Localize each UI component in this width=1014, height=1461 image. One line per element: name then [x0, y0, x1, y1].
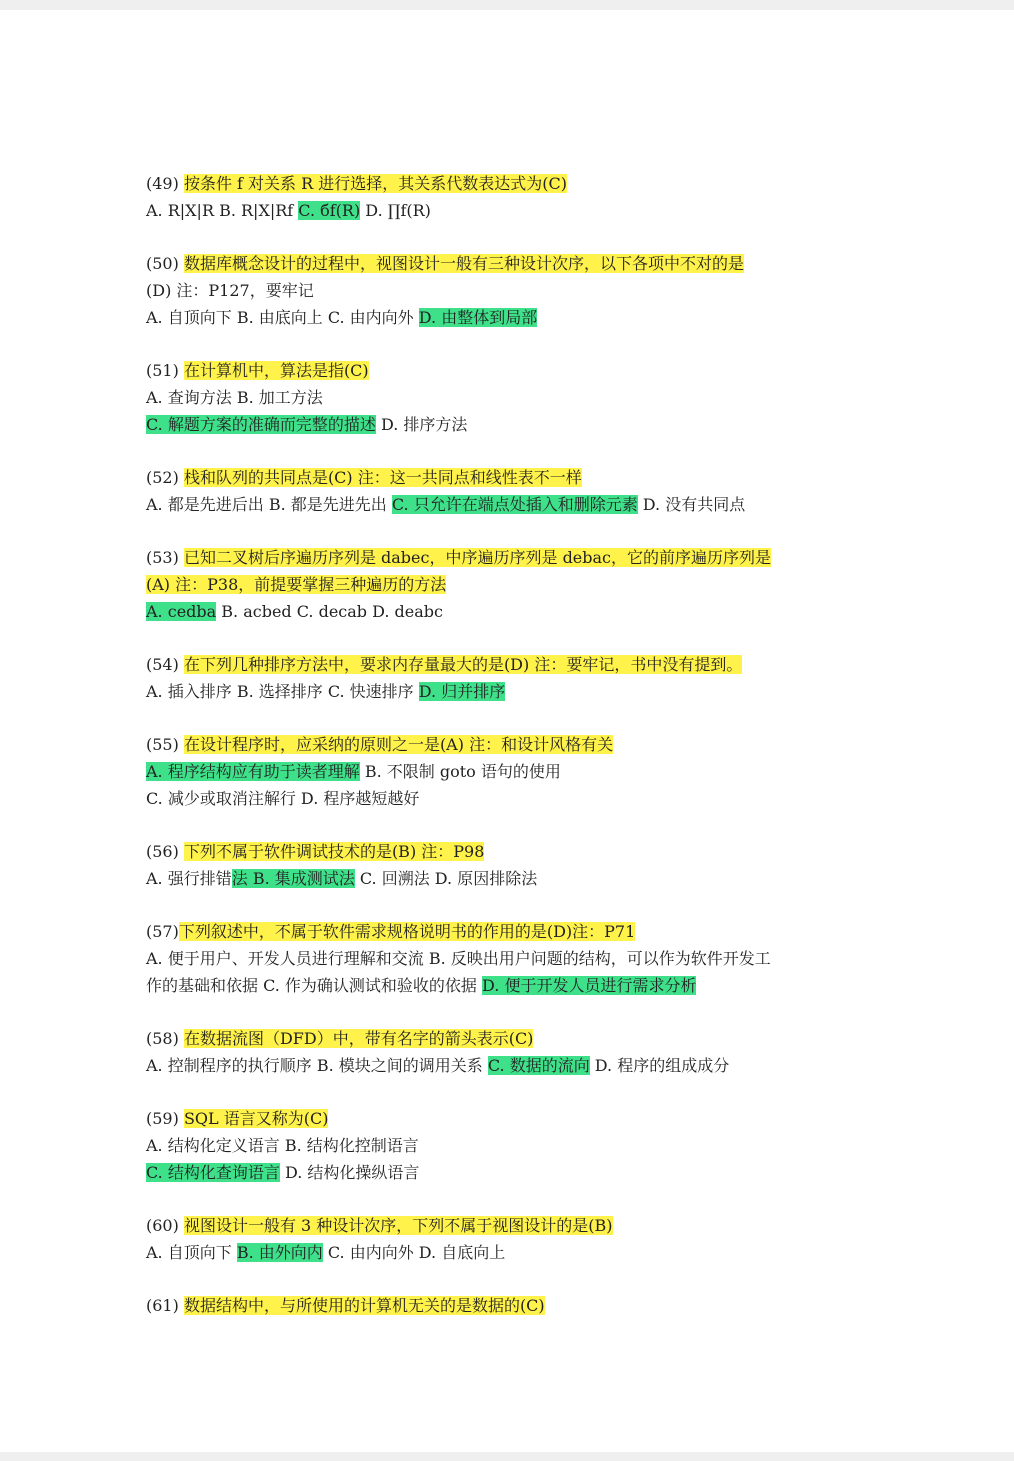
text-segment: B. 不限制 goto 语句的使用: [359, 762, 561, 781]
text-segment: A. 自顶向下 B. 由底向上 C. 由内向外: [146, 308, 419, 327]
question-text-line: [146, 945, 876, 972]
question-stem-line: [146, 250, 876, 277]
text-segment: B. acbed C. decab D. deabc: [216, 602, 444, 621]
question-text-line: [146, 598, 876, 625]
text-segment: (58): [146, 1029, 184, 1048]
question-text-line: [146, 384, 876, 411]
text-segment: D. 没有共同点: [637, 495, 746, 514]
question-stem-line: [146, 464, 876, 491]
question-block: [146, 1025, 876, 1079]
question-highlight: 在数据流图（DFD）中，带有名字的箭头表示(C): [183, 1029, 534, 1048]
question-stem-line: [146, 1212, 876, 1239]
answer-highlight: D. 归并排序: [418, 682, 506, 701]
question-stem-line: [146, 838, 876, 865]
text-segment: A. 便于用户、开发人员进行理解和交流 B. 反映出用户问题的结构，可以作为软件开发工: [146, 949, 771, 968]
question-stem-line: [146, 1105, 876, 1132]
answer-highlight: C. 解题方案的准确而完整的描述: [146, 415, 376, 434]
answer-highlight: A. 程序结构应有助于读者理解: [146, 762, 360, 781]
question-block: [146, 1292, 876, 1319]
question-text-line: [146, 1132, 876, 1159]
question-text-line: [146, 197, 876, 224]
answer-highlight: B. 由外向内: [236, 1243, 323, 1262]
answer-highlight: C. 数据的流向: [487, 1056, 590, 1075]
question-highlight: SQL 语言又称为(C): [183, 1109, 329, 1128]
question-text-line: [146, 678, 876, 705]
text-segment: (55): [146, 735, 184, 754]
text-segment: (D) 注：P127，要牢记: [146, 281, 314, 300]
text-segment: A. 都是先进后出 B. 都是先进先出: [146, 495, 392, 514]
question-block: [146, 651, 876, 705]
text-segment: C. 回溯法 D. 原因排除法: [354, 869, 538, 888]
answer-highlight: C. 只允许在端点处插入和删除元素: [391, 495, 638, 514]
text-segment: D. 排序方法: [375, 415, 468, 434]
question-block: [146, 357, 876, 438]
question-text-line: [146, 972, 876, 999]
answer-highlight: D. 由整体到局部: [418, 308, 538, 327]
text-segment: (54): [146, 655, 184, 674]
question-highlight: 在计算机中，算法是指(C): [183, 361, 369, 380]
question-block: [146, 170, 876, 224]
question-block: [146, 918, 876, 999]
question-text-line: [146, 304, 876, 331]
question-highlight: 下列叙述中，不属于软件需求规格说明书的作用的是(D)注：P71: [178, 922, 636, 941]
text-segment: A. R|X|R B. R|X|Rf: [146, 201, 299, 220]
text-segment: A. 插入排序 B. 选择排序 C. 快速排序: [146, 682, 419, 701]
text-segment: C. 由内向外 D. 自底向上: [322, 1243, 506, 1262]
question-stem-line: [146, 731, 876, 758]
text-segment: (60): [146, 1216, 184, 1235]
text-segment: A. 自顶向下: [146, 1243, 237, 1262]
text-segment: (53): [146, 548, 184, 567]
question-highlight: 栈和队列的共同点是(C) 注：这一共同点和线性表不一样: [183, 468, 582, 487]
question-text-line: [146, 1159, 876, 1186]
question-block: [146, 731, 876, 812]
text-segment: (59): [146, 1109, 184, 1128]
text-segment: A. 查询方法 B. 加工方法: [146, 388, 323, 407]
question-highlight: 已知二叉树后序遍历序列是 dabec，中序遍历序列是 debac，它的前序遍历序列是: [183, 548, 772, 567]
question-highlight: 数据结构中，与所使用的计算机无关的是数据的(C): [183, 1296, 545, 1315]
question-text-line: [146, 277, 876, 304]
document-page: [0, 10, 1014, 1452]
text-segment: (51): [146, 361, 184, 380]
question-block: [146, 464, 876, 518]
question-text-line: [146, 865, 876, 892]
text-segment: 作的基础和依据 C. 作为确认测试和验收的依据: [146, 976, 483, 995]
question-list: [146, 170, 876, 1345]
question-stem-line: [146, 544, 876, 571]
question-text-line: [146, 785, 876, 812]
question-block: [146, 1105, 876, 1186]
text-segment: C. 减少或取消注解行 D. 程序越短越好: [146, 789, 420, 808]
question-text-line: [146, 571, 876, 598]
text-segment: D. 程序的组成成分: [589, 1056, 730, 1075]
question-text-line: [146, 411, 876, 438]
question-highlight: (A) 注：P38，前提要掌握三种遍历的方法: [146, 575, 447, 594]
question-stem-line: [146, 170, 876, 197]
question-text-line: [146, 1239, 876, 1266]
question-highlight: 数据库概念设计的过程中，视图设计一般有三种设计次序，以下各项中不对的是: [183, 254, 744, 273]
answer-highlight: C. бf(R): [298, 201, 361, 220]
answer-highlight: C. 结构化查询语言: [146, 1163, 280, 1182]
answer-highlight: 法 B. 集成测试法: [231, 869, 355, 888]
question-block: [146, 1212, 876, 1266]
answer-highlight: D. 便于开发人员进行需求分析: [482, 976, 697, 995]
text-segment: A. 结构化定义语言 B. 结构化控制语言: [146, 1136, 419, 1155]
text-segment: (52): [146, 468, 184, 487]
question-highlight: 按条件 f 对关系 R 进行选择，其关系代数表达式为(C): [183, 174, 567, 193]
question-stem-line: [146, 357, 876, 384]
question-text-line: [146, 758, 876, 785]
question-block: [146, 544, 876, 625]
text-segment: (56): [146, 842, 184, 861]
question-highlight: 下列不属于软件调试技术的是(B) 注：P98: [183, 842, 485, 861]
text-segment: D. ∏f(R): [360, 201, 431, 220]
question-block: [146, 838, 876, 892]
question-highlight: 在下列几种排序方法中，要求内存量最大的是(D) 注：要牢记，书中没有提到。: [183, 655, 743, 674]
text-segment: (61): [146, 1296, 184, 1315]
question-text-line: [146, 491, 876, 518]
text-segment: (50): [146, 254, 184, 273]
text-segment: (49): [146, 174, 184, 193]
question-stem-line: [146, 918, 876, 945]
question-stem-line: [146, 1025, 876, 1052]
question-block: [146, 250, 876, 331]
question-highlight: 视图设计一般有 3 种设计次序，下列不属于视图设计的是(B): [183, 1216, 613, 1235]
answer-highlight: A. cedba: [146, 602, 217, 621]
text-segment: A. 控制程序的执行顺序 B. 模块之间的调用关系: [146, 1056, 488, 1075]
text-segment: D. 结构化操纵语言: [279, 1163, 420, 1182]
question-highlight: 在设计程序时，应采纳的原则之一是(A) 注：和设计风格有关: [183, 735, 614, 754]
question-text-line: [146, 1052, 876, 1079]
question-stem-line: [146, 1292, 876, 1319]
text-segment: A. 强行排错: [146, 869, 232, 888]
question-stem-line: [146, 651, 876, 678]
text-segment: (57): [146, 922, 179, 941]
